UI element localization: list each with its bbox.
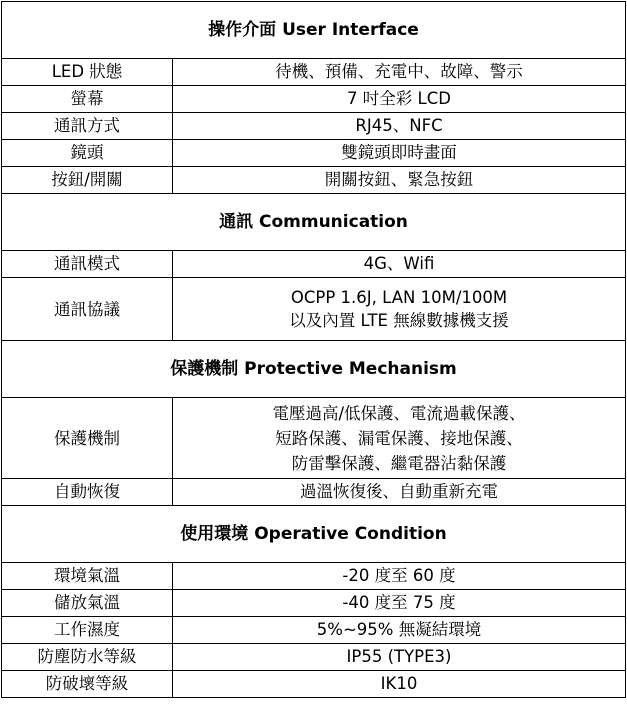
table-row-protection: [2, 398, 626, 479]
row-label: LED 狀態: [2, 59, 173, 86]
section-title: 使用環境 Operative Condition: [2, 506, 626, 563]
section-title: 通訊 Communication: [2, 194, 626, 251]
row-label: 自動恢復: [2, 479, 173, 506]
section-header-user-interface: [2, 2, 626, 59]
row-value-line: 電壓過高/低保護、電流過載保護、: [272, 403, 526, 423]
row-label: 防破壞等級: [2, 671, 173, 698]
table-row-screen: [2, 86, 626, 113]
row-value: 開關按鈕、緊急按鈕: [173, 167, 626, 194]
table-row-auto-recovery: [2, 479, 626, 506]
table-row-ip-rating: [2, 644, 626, 671]
row-label: 防塵防水等級: [2, 644, 173, 671]
row-value: 過溫恢復後、自動重新充電: [173, 479, 626, 506]
row-value: 待機、預備、充電中、故障、警示: [173, 59, 626, 86]
row-value: 7 吋全彩 LCD: [173, 86, 626, 113]
row-value: -20 度至 60 度: [173, 563, 626, 590]
section-header-communication: [2, 194, 626, 251]
row-value: 雙鏡頭即時畫面: [173, 140, 626, 167]
table-row-ambient-temp: [2, 563, 626, 590]
table-row-led-status: [2, 59, 626, 86]
section-title: 操作介面 User Interface: [2, 2, 626, 59]
section-header-protective-mechanism: [2, 341, 626, 398]
row-value: RJ45、NFC: [173, 113, 626, 140]
row-label: 工作濕度: [2, 617, 173, 644]
row-label: 環境氣溫: [2, 563, 173, 590]
row-label: 通訊方式: [2, 113, 173, 140]
row-label: 鏡頭: [2, 140, 173, 167]
section-header-operative-condition: [2, 506, 626, 563]
row-value: IK10: [173, 671, 626, 698]
table-row-camera: [2, 140, 626, 167]
row-label: 通訊協議: [2, 278, 173, 341]
table-row-humidity: [2, 617, 626, 644]
row-label: 按鈕/開關: [2, 167, 173, 194]
row-label: 螢幕: [2, 86, 173, 113]
row-value-line: 防雷擊保護、繼電器沾黏保護: [291, 453, 507, 473]
section-title: 保護機制 Protective Mechanism: [2, 341, 626, 398]
table-row-comm-protocol: [2, 278, 626, 341]
spec-table: [1, 1, 626, 698]
row-value: 4G、Wifi: [173, 251, 626, 278]
table-row-ik-rating: [2, 671, 626, 698]
row-value-line: 以及內置 LTE 無線數據機支援: [289, 311, 509, 330]
row-value-line: OCPP 1.6J, LAN 10M/100M: [290, 288, 508, 307]
row-value: 5%~95% 無凝結環境: [173, 617, 626, 644]
table-row-comm-method: [2, 113, 626, 140]
row-label: 保護機制: [2, 398, 173, 479]
table-row-storage-temp: [2, 590, 626, 617]
table-row-comm-mode: [2, 251, 626, 278]
row-label: 儲放氣溫: [2, 590, 173, 617]
row-value: IP55 (TYPE3): [173, 644, 626, 671]
row-value: -40 度至 75 度: [173, 590, 626, 617]
row-value: [173, 398, 626, 479]
table-row-buttons: [2, 167, 626, 194]
row-value-line: 短路保護、漏電保護、接地保護、: [275, 428, 523, 448]
row-value: [173, 278, 626, 341]
row-label: 通訊模式: [2, 251, 173, 278]
